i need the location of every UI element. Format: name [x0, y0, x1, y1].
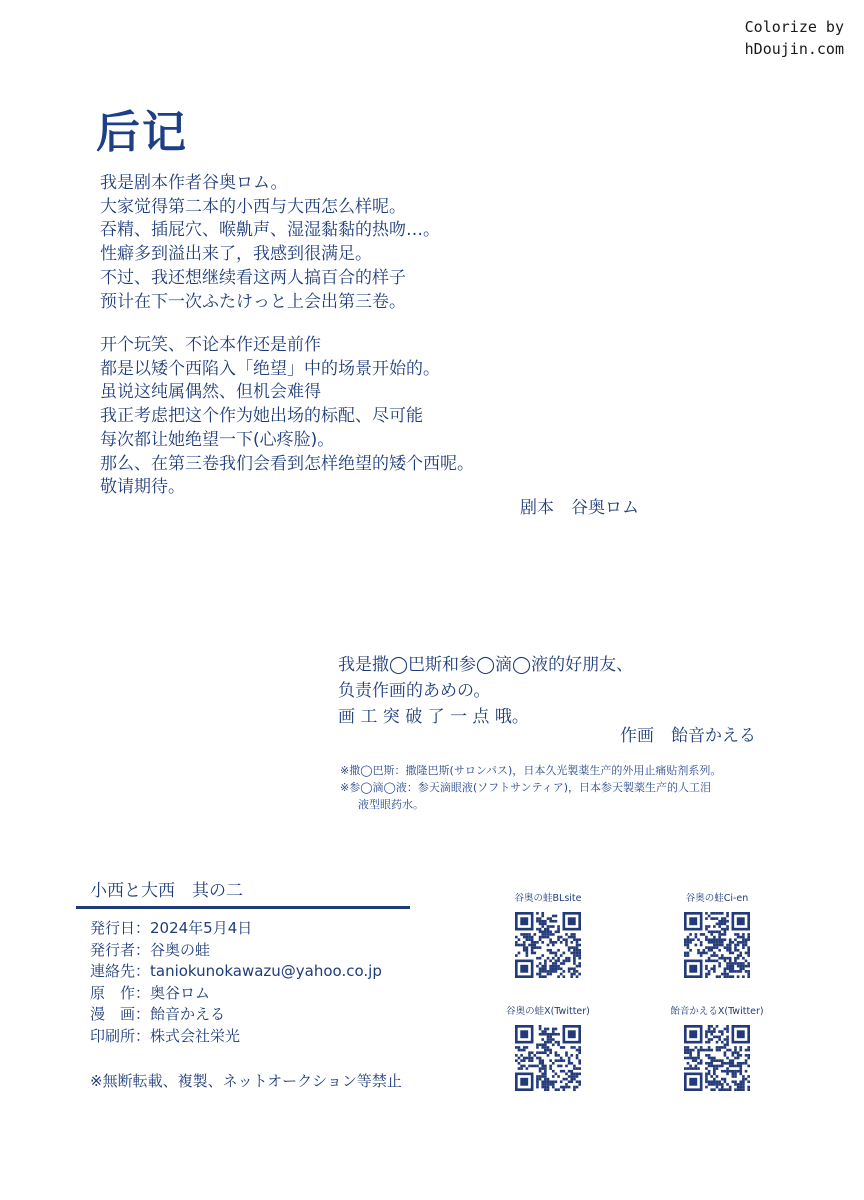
qr-code-icon[interactable]	[684, 912, 750, 978]
colorize-credit	[745, 16, 844, 60]
text-line: 我是剧本作者谷奥ロム。	[100, 173, 288, 193]
afterword-paragraph-2	[100, 334, 474, 500]
text-line: 每次都让她绝望一下(心疼脸)。	[100, 429, 335, 450]
qr-block-cien[interactable]	[652, 890, 782, 982]
credit-line-2: hDoujin.com	[744, 40, 844, 58]
reproduction-notice: ※無断転載、複製、ネットオークション等禁止	[90, 1072, 402, 1090]
text-line: 性癖多到溢出来了，我感到很满足。	[100, 244, 372, 265]
qr-code-icon[interactable]	[515, 912, 581, 978]
note-line: 液型眼药水。	[358, 798, 424, 811]
text-line: 吞精、插屁穴、喉鼽声、湿湿黏黏的热吻…。	[100, 220, 440, 241]
qr-code-icon[interactable]	[515, 1025, 581, 1091]
translation-notes	[340, 762, 721, 813]
qr-label: 谷奥の蛙BLsite	[514, 893, 582, 904]
writer-signature: 剧本 谷奥ロム	[520, 498, 639, 518]
publish-date: 発行日：2024年5月4日	[90, 919, 253, 937]
qr-block-blsite[interactable]	[483, 890, 613, 982]
original-author: 原 作：奥谷ロム	[90, 983, 211, 1002]
colophon-details	[90, 918, 382, 1047]
artist-signature: 作画 飴音かえる	[620, 726, 756, 746]
afterword-paragraph-1	[100, 172, 440, 314]
text-line: 敬请期待。	[100, 477, 185, 498]
qr-block-twitter-publisher[interactable]	[483, 1003, 613, 1095]
colophon-title: 小西と大西 其の二	[90, 881, 243, 901]
contact-email: 連絡先：taniokunokawazu@yahoo.co.jp	[90, 962, 382, 980]
text-line: 画 工 突 破 了 一 点 哦。	[338, 707, 529, 727]
note-line: ※撒◯巴斯：撒隆巴斯(サロンパス)，日本久光製薬生产的外用止痛贴剂系列。	[340, 764, 722, 777]
text-line: 开个玩笑、不论本作还是前作	[100, 335, 321, 355]
text-line: 负责作画的あめの。	[338, 681, 491, 701]
text-line: 都是以矮个西陷入「绝望」中的场景开始的。	[100, 358, 440, 379]
text-line: 虽说这纯属偶然、但机会难得	[100, 382, 321, 403]
page-title: 后记	[96, 107, 188, 158]
printer: 印刷所：株式会社栄光	[90, 1026, 241, 1045]
text-line: 预计在下一次ふたけっと上会出第三卷。	[100, 291, 406, 312]
text-line: 大家觉得第二本的小西与大西怎么样呢。	[100, 196, 406, 217]
qr-code-icon[interactable]	[684, 1025, 750, 1091]
credit-line-1: Colorize by	[744, 18, 844, 36]
colophon-divider	[76, 906, 410, 909]
qr-block-twitter-artist[interactable]	[652, 1003, 782, 1095]
illustrator-message	[338, 652, 633, 730]
qr-label: 飴音かえるX(Twitter)	[670, 1006, 764, 1017]
publisher: 発行者：谷奥の蛙	[90, 940, 211, 959]
text-line: 那么、在第三卷我们会看到怎样绝望的矮个西呢。	[100, 453, 474, 474]
text-line: 我是撒◯巴斯和参◯滴◯液的好朋友、	[338, 655, 634, 675]
qr-label: 谷奥の蛙X(Twitter)	[506, 1006, 590, 1017]
manga-artist: 漫 画：飴音かえる	[90, 1005, 226, 1023]
note-line: ※参◯滴◯液：参天滴眼液(ソフトサンティア)，日本参天製薬生产的人工泪	[340, 781, 711, 794]
text-line: 我正考虑把这个作为她出场的标配、尽可能	[100, 406, 423, 427]
text-line: 不过、我还想继续看这两人搞百合的样子	[100, 267, 406, 288]
qr-label: 谷奥の蛙Ci-en	[685, 893, 749, 904]
